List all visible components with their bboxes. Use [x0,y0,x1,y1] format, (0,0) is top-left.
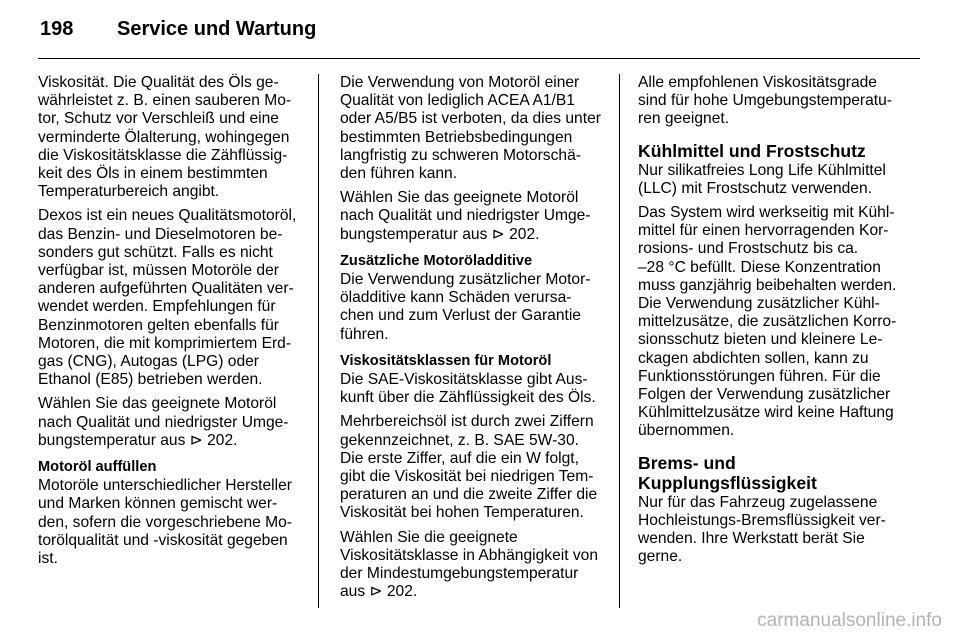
text-column-2 [340,74,606,607]
text-line: führen. [340,325,389,343]
text-line: Die Verwendung zusätzlicher Motor- [340,271,591,289]
text-line: aus ⊳ 202. [340,583,418,601]
section-heading [638,453,910,493]
paragraph [38,207,304,389]
paragraph [340,371,606,407]
text-line: Kühlmittelzusätze wird keine Haftung [638,404,894,422]
text-line: Zusätzliche Motoröladditive [340,252,533,269]
paragraph [340,529,606,602]
text-line: Hochleistungs-Bremsflüssigkeit ver- [638,511,886,529]
text-line: Kühlmittel und Frostschutz [638,140,866,161]
subheading [340,352,606,370]
text-line: Wählen Sie das geeignete Motoröl [340,189,579,207]
text-line: währleistet z. B. einen sauberen Mo- [38,92,292,110]
text-line: verfügbar ist, müssen Motoröle der [38,262,279,280]
text-line: Die SAE-Viskositätsklasse gibt Aus- [340,371,588,389]
text-line: Motoröle unterschiedlicher Hersteller [38,477,292,495]
text-line: Motoren, die mit komprimiertem Erd- [38,334,292,352]
text-line: Folgen der Verwendung zusätzlicher [638,386,891,404]
paragraph [38,74,304,201]
text-line: Viskosität bei hohen Temperaturen. [340,504,584,522]
paragraph [38,395,304,450]
page-number: 198 [40,18,74,40]
text-line: bungstemperatur aus ⊳ 202. [340,225,540,243]
text-line: Dexos ist ein neues Qualitätsmotoröl, [38,207,297,225]
paragraph [638,494,910,567]
text-line: sonders gut schützt. Falls es nicht [38,243,273,261]
text-line: der Mindestumgebungstemperatur [340,565,579,583]
text-line: Ethanol (E85) betrieben werden. [38,371,263,389]
text-line: peraturen an und die zweite Ziffer die [340,486,598,504]
text-column-3 [638,74,910,572]
text-line: wendet werden. Empfehlungen für [38,298,276,316]
text-line: Viskosität. Die Qualität des Öls ge- [38,74,279,91]
text-line: bestimmten Betriebsbedingungen [340,128,573,146]
watermark: carmanualsonline.info [757,610,942,631]
text-line: bungstemperatur aus ⊳ 202. [38,431,238,449]
paragraph [638,162,910,198]
text-line: mittelzusätze, die zusätzlichen Korro- [638,313,897,331]
text-line: Kupplungsflüssigkeit [638,472,817,493]
text-line: sind für hohe Umgebungstemperatu- [638,92,892,110]
text-line: Qualität von lediglich ACEA A1/B1 [340,92,575,110]
text-line: Wählen Sie die geeignete [340,528,518,546]
text-line: nach Qualität und niedrigster Umge- [38,413,289,431]
text-line: öladditive kann Schäden verursa- [340,289,572,307]
text-line: ckagen abdichten sollen, kann zu [638,349,869,367]
text-line: Viskositätsklassen für Motoröl [340,352,552,369]
text-line: wenden. Ihre Werkstatt berät Sie [638,530,865,548]
text-line: Die Verwendung von Motoröl einer [340,74,580,91]
text-line: langfristig zu schweren Motorschä- [340,146,581,164]
paragraph [340,189,606,244]
text-line: Die erste Ziffer, auf die ein W folgt, [340,449,579,467]
column-divider [318,74,319,608]
text-line: –28 °C befüllt. Diese Konzentration [638,258,881,276]
text-line: muss ganzjährig beibehalten werden. [638,276,897,294]
text-line: Nur für das Fahrzeug zugelassene [638,493,878,511]
text-line: Funktionsstörungen führen. Für die [638,367,881,385]
text-line: sionsschutz bieten und kleinere Le- [638,331,883,349]
text-line: gibt die Viskosität bei niedrigen Tem- [340,468,594,486]
text-line: gekennzeichnet, z. B. SAE 5W-30. [340,431,579,449]
text-line: anderen aufgeführten Qualitäten ver- [38,280,294,298]
text-line: Nur silikatfreies Long Life Kühlmittel [638,161,886,179]
text-line: die Viskositätsklasse die Zähflüssig- [38,146,288,164]
text-line: torölqualität und -viskosität gegeben [38,531,288,549]
text-line: ren geeignet. [638,110,730,128]
subheading [38,458,304,476]
text-line: oder A5/B5 ist verboten, da dies unter [340,110,601,128]
text-line: Temperaturbereich angibt. [38,183,220,201]
text-line: tor, Schutz vor Verschleiß und eine [38,110,279,128]
paragraph [638,204,910,441]
text-line: nach Qualität und niedrigster Umge- [340,207,591,225]
text-line: keit des Öls in einem bestimmten [38,165,268,183]
text-line: Viskositätsklasse in Abhängigkeit von [340,546,599,564]
paragraph [340,413,606,522]
paragraph [340,74,606,183]
text-line: Brems- und [638,452,736,473]
subheading [340,252,606,270]
column-divider [619,74,620,608]
text-line: (LLC) mit Frostschutz verwenden. [638,179,872,197]
text-line: Die Verwendung zusätzlicher Kühl- [638,295,880,313]
text-line: gas (CNG), Autogas (LPG) oder [38,353,259,371]
text-line: Alle empfohlenen Viskositätsgrade [638,74,877,91]
text-line: mittel für einen hervorragenden Kor- [638,222,889,240]
text-line: chen und zum Verlust der Garantie [340,307,581,325]
text-line: Motoröl auffüllen [38,459,157,476]
paragraph [638,74,910,129]
page-title: Service und Wartung [117,18,317,40]
text-line: Benzinmotoren gelten ebenfalls für [38,316,279,334]
text-line: übernommen. [638,422,735,440]
text-column-1 [38,74,304,574]
text-line: den führen kann. [340,165,458,183]
text-line: gerne. [638,548,683,566]
text-line: rosions- und Frostschutz bis ca. [638,240,859,258]
text-line: das Benzin- und Dieselmotoren be- [38,225,283,243]
text-line: verminderte Ölalterung, wohingegen [38,128,290,146]
paragraph [38,477,304,568]
paragraph [340,271,606,344]
text-line: Das System wird werkseitig mit Kühl- [638,204,895,222]
text-line: Mehrbereichsöl ist durch zwei Ziffern [340,413,594,431]
text-line: kunft über die Zähflüssigkeit des Öls. [340,389,596,407]
text-line: ist. [38,550,58,568]
section-heading [638,141,910,161]
text-line: und Marken können gemischt wer- [38,495,278,513]
text-line: Wählen Sie das geeignete Motoröl [38,395,277,413]
text-line: den, sofern die vorgeschriebene Mo- [38,513,292,531]
header-rule [38,58,920,59]
